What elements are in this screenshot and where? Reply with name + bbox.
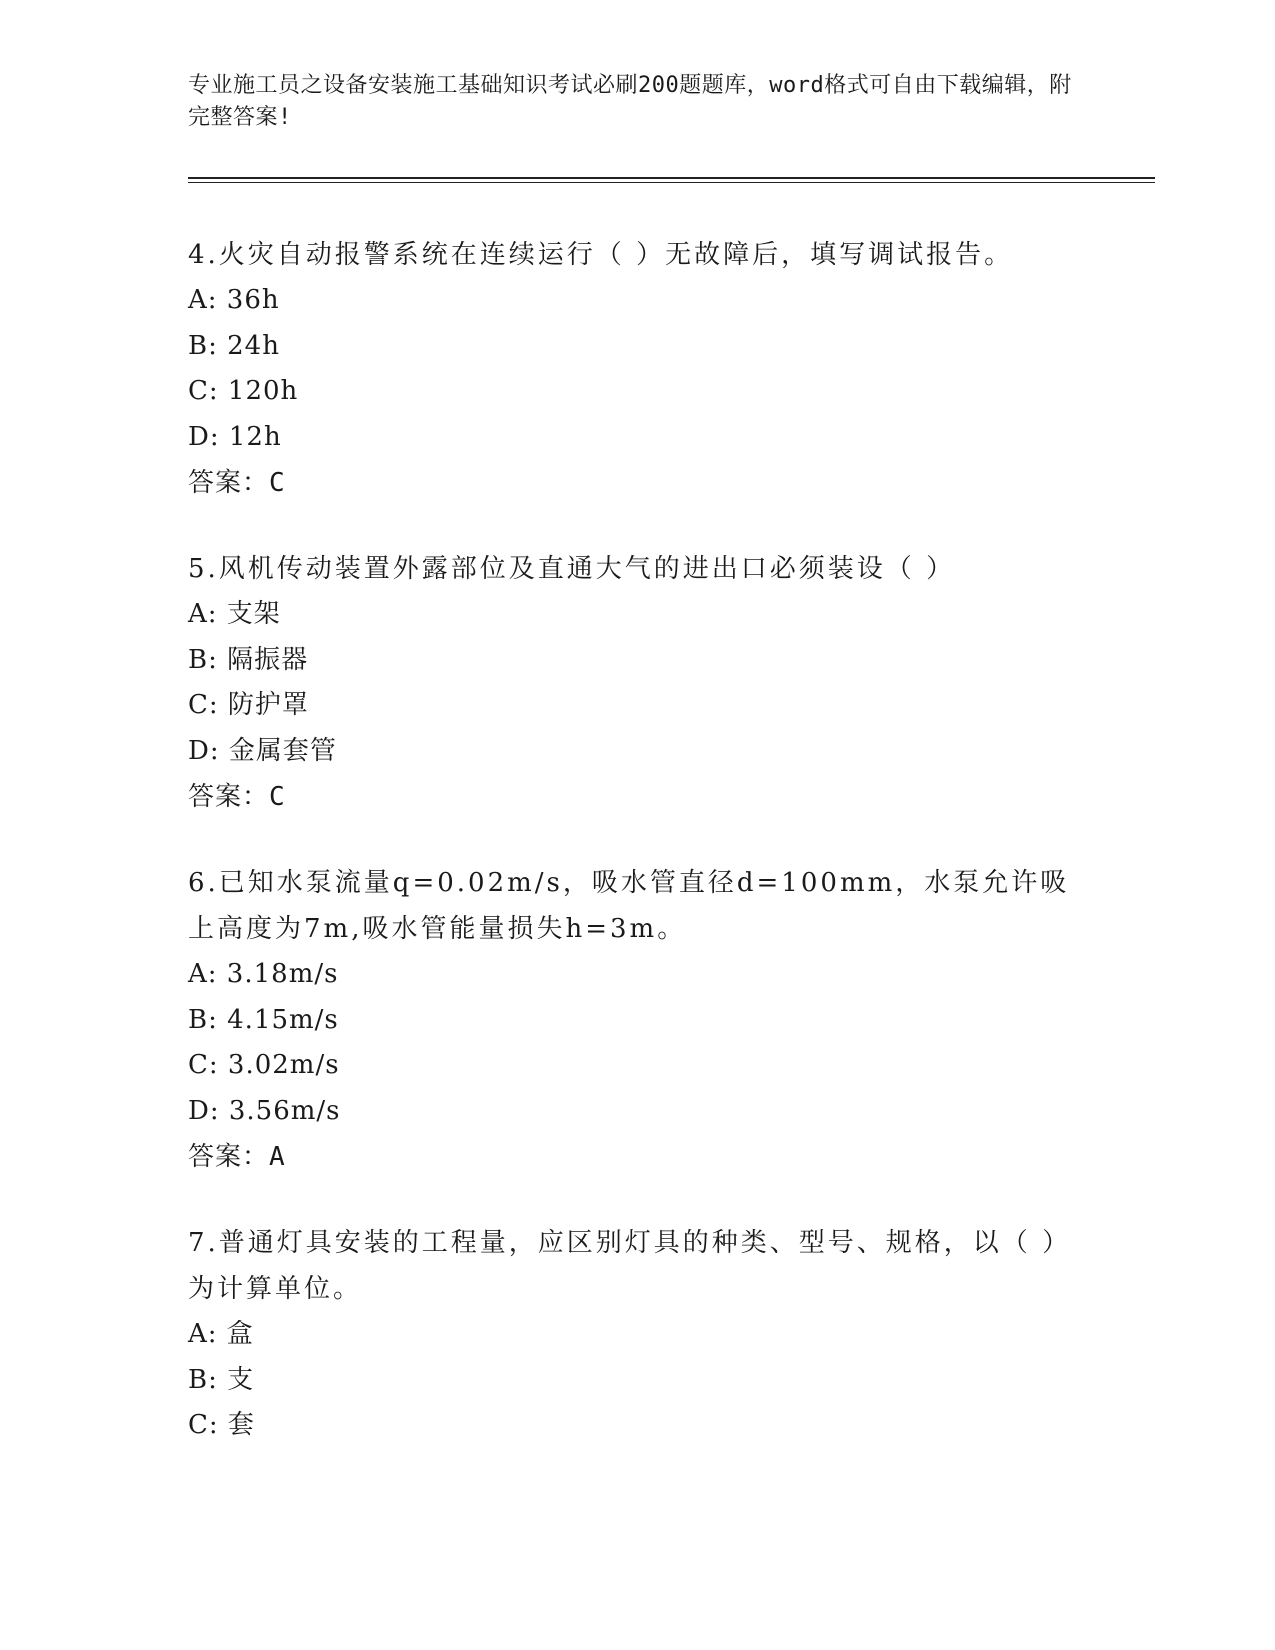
answer: 答案：C [188,468,286,498]
option-c: C: 套 [188,1410,255,1440]
question-list [188,232,1088,1489]
option-d: D: 3.56m/s [188,1095,341,1126]
question-4 [188,232,1088,506]
header-divider [188,177,1155,183]
answer: 答案：A [188,1142,286,1172]
option-a: A: 36h [188,285,280,315]
option-b: B: 隔振器 [188,644,309,675]
option-d: D: 金属套管 [188,735,337,766]
question-7 [188,1220,1088,1449]
option-d: D: 12h [188,421,282,452]
option-a: A: 支架 [188,599,281,629]
option-c: C: 3.02m/s [188,1050,340,1080]
question-stem: 7.普通灯具安装的工程量，应区别灯具的种类、型号、规格，以（ ）为计算单位。 [188,1228,1072,1304]
question-stem: 5.风机传动装置外露部位及直通大气的进出口必须装设（ ） [188,554,956,584]
question-stem: 6.已知水泵流量q=0.02m/s，吸水管直径d=100mm，水泵允许吸上高度为7m,吸水管能量损失h=3m。 [188,868,1070,944]
question-stem: 4.火灾自动报警系统在连续运行（ ）无故障后，填写调试报告。 [188,240,1014,270]
option-b: B: 4.15m/s [188,1004,339,1035]
option-b: B: 24h [188,330,280,361]
option-a: A: 盒 [188,1319,254,1349]
question-6 [188,860,1088,1180]
document-title: 专业施工员之设备安装施工基础知识考试必刷200题题库，word格式可自由下载编辑，附完整答案! [188,73,1072,130]
option-c: C: 120h [188,376,299,406]
option-c: C: 防护罩 [188,690,309,720]
answer: 答案：C [188,782,286,812]
option-a: A: 3.18m/s [188,959,339,989]
question-5 [188,546,1088,820]
option-b: B: 支 [188,1364,255,1395]
